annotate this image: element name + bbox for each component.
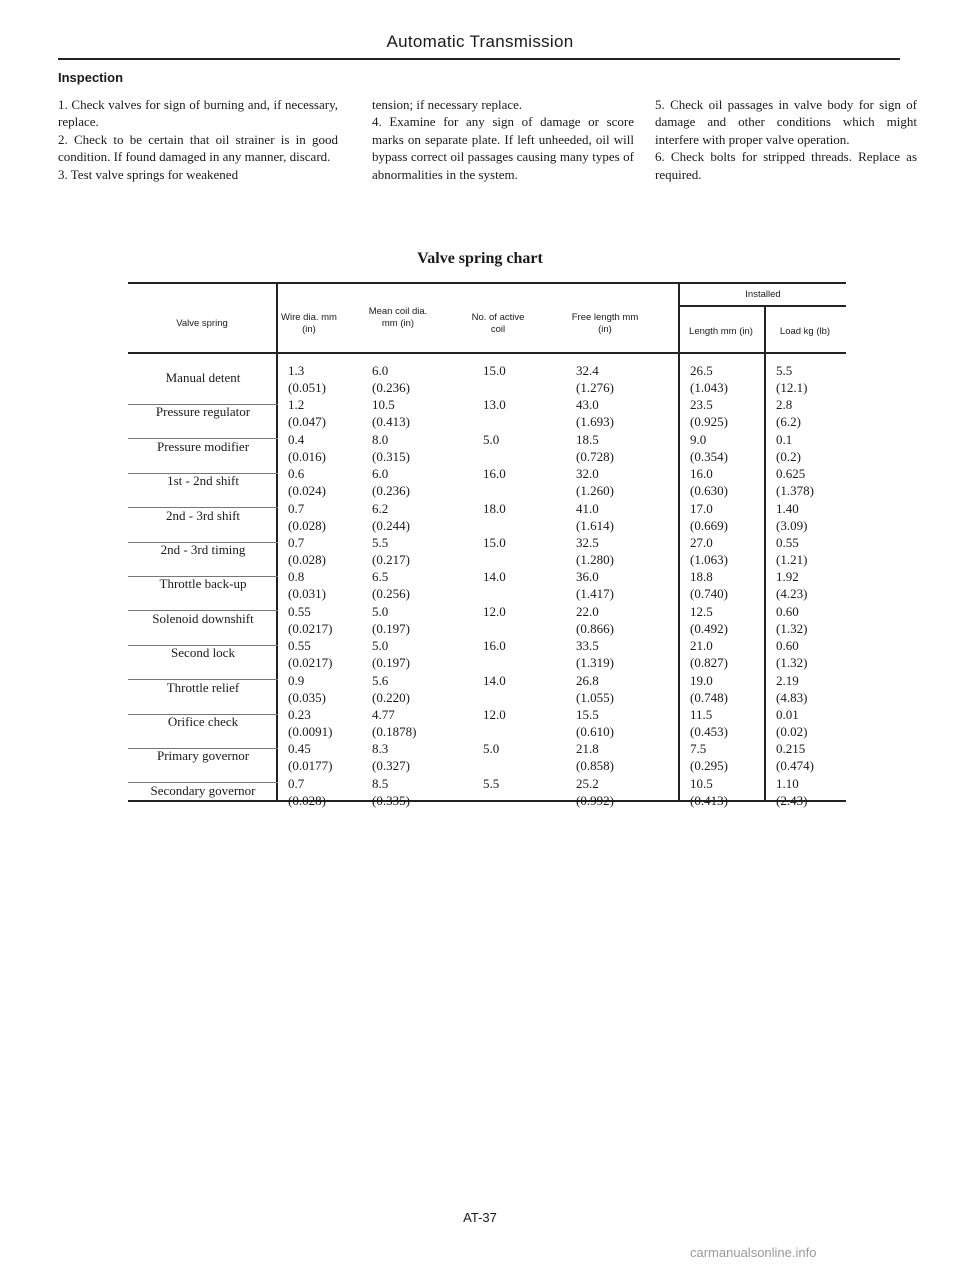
cell-installed-load-imperial: (0.474) — [776, 758, 814, 774]
cell-active-coil-value: 5.0 — [483, 431, 500, 447]
cell-installed-load-imperial: (3.09) — [776, 517, 808, 533]
cell-mean-coil-dia — [372, 500, 410, 534]
cell-installed-load — [776, 637, 807, 671]
cell-installed-length-metric: 23.5 — [690, 397, 713, 413]
cell-free-length-metric: 41.0 — [576, 500, 599, 516]
cell-free-length — [576, 431, 614, 465]
cell-installed-length-metric: 11.5 — [690, 707, 713, 722]
cell-installed-load — [776, 500, 807, 534]
cell-active-coil-value: 14.0 — [483, 569, 506, 585]
paragraph: 2. Check to be certain that oil strainer is in good condition. If found damaged in any manner, discard. — [58, 131, 338, 165]
text-column-2 — [372, 96, 634, 183]
cell-active-coil-value: 13.0 — [483, 397, 506, 413]
cell-free-length-metric: 26.8 — [576, 672, 599, 688]
cell-installed-length — [690, 396, 728, 430]
cell-installed-length-metric: 19.0 — [690, 672, 713, 688]
cell-wire-dia-metric: 1.3 — [288, 363, 305, 378]
cell-installed-length-metric: 7.5 — [690, 741, 707, 757]
column-divider — [678, 282, 680, 802]
cell-wire-dia-imperial: (0.0217) — [288, 655, 333, 671]
cell-wire-dia-metric: 0.45 — [288, 741, 311, 757]
cell-wire-dia — [288, 465, 326, 499]
cell-installed-load-imperial: (1.21) — [776, 552, 808, 567]
cell-mean-coil-dia-metric: 6.2 — [372, 500, 389, 516]
cell-free-length — [576, 396, 614, 430]
cell-installed-load-imperial: (4.83) — [776, 689, 808, 705]
cell-mean-coil-dia-metric: 5.0 — [372, 603, 389, 619]
row-label: Primary governor — [156, 748, 250, 764]
cell-installed-load-imperial: (2.43) — [776, 792, 808, 808]
cell-active-coil — [483, 396, 506, 413]
cell-free-length-metric: 21.8 — [576, 741, 599, 757]
cell-installed-load-metric: 1.10 — [776, 775, 799, 791]
cell-installed-load-metric: 0.625 — [776, 466, 806, 482]
cell-wire-dia-metric: 0.23 — [288, 707, 311, 722]
header-installed: Installed — [745, 289, 781, 300]
cell-wire-dia-metric: 0.55 — [288, 638, 311, 654]
cell-active-coil-value: 15.0 — [483, 535, 506, 550]
cell-free-length-imperial: (1.417) — [576, 586, 614, 602]
cell-free-length — [576, 637, 614, 671]
cell-wire-dia-imperial: (0.047) — [288, 414, 326, 430]
cell-wire-dia-metric: 0.7 — [288, 535, 305, 550]
cell-installed-length — [690, 603, 728, 637]
cell-installed-length-imperial: (0.413) — [690, 792, 728, 808]
cell-installed-load — [776, 396, 801, 430]
cell-installed-length — [690, 637, 728, 671]
cell-mean-coil-dia-imperial: (0.236) — [372, 483, 410, 499]
cell-free-length-imperial: (1.260) — [576, 483, 614, 499]
watermark: carmanualsonline.info — [690, 1245, 817, 1260]
text-column-1 — [58, 96, 338, 183]
cell-free-length-imperial: (1.280) — [576, 552, 614, 567]
cell-wire-dia — [288, 534, 326, 568]
cell-installed-length-metric: 12.5 — [690, 603, 713, 619]
cell-free-length-imperial: (0.992) — [576, 792, 614, 808]
cell-installed-length-imperial: (0.354) — [690, 448, 728, 464]
cell-active-coil — [483, 775, 499, 792]
row-label: Manual detent — [165, 370, 241, 385]
cell-wire-dia-metric: 0.4 — [288, 431, 305, 447]
cell-installed-length — [690, 672, 728, 706]
chart-title: Valve spring chart — [417, 250, 543, 267]
cell-free-length-metric: 18.5 — [576, 431, 599, 447]
cell-mean-coil-dia-imperial: (0.327) — [372, 758, 410, 774]
cell-mean-coil-dia-imperial: (0.236) — [372, 380, 410, 395]
cell-wire-dia — [288, 396, 326, 430]
cell-wire-dia-metric: 0.7 — [288, 500, 305, 516]
cell-free-length-imperial: (0.728) — [576, 448, 614, 464]
cell-active-coil — [483, 672, 506, 689]
header-mean-coil-dia: Mean coil dia. mm (in) — [368, 306, 428, 329]
cell-mean-coil-dia-metric: 5.6 — [372, 672, 389, 688]
cell-wire-dia — [288, 362, 326, 396]
cell-installed-load-metric: 1.40 — [776, 500, 799, 516]
cell-installed-length-imperial: (1.063) — [690, 552, 728, 567]
cell-active-coil — [483, 431, 499, 448]
cell-mean-coil-dia-metric: 5.5 — [372, 535, 389, 550]
cell-free-length-metric: 36.0 — [576, 569, 599, 585]
cell-installed-load — [776, 534, 807, 568]
cell-installed-length-imperial: (0.740) — [690, 586, 728, 602]
cell-free-length — [576, 603, 614, 637]
cell-active-coil — [483, 534, 506, 551]
cell-installed-length — [690, 568, 728, 602]
cell-free-length-imperial: (1.693) — [576, 414, 614, 430]
cell-mean-coil-dia — [372, 396, 410, 430]
cell-installed-length-metric: 18.8 — [690, 569, 713, 585]
cell-active-coil-value: 12.0 — [483, 707, 506, 722]
cell-installed-load-imperial: (1.378) — [776, 483, 814, 499]
cell-installed-length-imperial: (0.295) — [690, 758, 728, 774]
cell-mean-coil-dia-metric: 8.0 — [372, 431, 389, 447]
cell-active-coil-value: 16.0 — [483, 638, 506, 654]
cell-wire-dia-imperial: (0.051) — [288, 380, 326, 395]
row-label: 1st - 2nd shift — [167, 473, 239, 489]
cell-installed-load — [776, 362, 807, 396]
cell-mean-coil-dia-metric: 6.0 — [372, 363, 389, 378]
cell-installed-length — [690, 740, 728, 774]
text-column-3 — [655, 96, 917, 183]
cell-free-length-metric: 43.0 — [576, 397, 599, 413]
cell-wire-dia-imperial: (0.0217) — [288, 620, 333, 636]
cell-active-coil — [483, 637, 506, 654]
cell-installed-load — [776, 775, 807, 809]
cell-installed-length-metric: 27.0 — [690, 535, 713, 550]
row-label: 2nd - 3rd timing — [160, 542, 246, 557]
cell-wire-dia — [288, 672, 326, 706]
cell-wire-dia — [288, 431, 326, 465]
cell-active-coil-value: 18.0 — [483, 500, 506, 516]
cell-mean-coil-dia-metric: 10.5 — [372, 397, 395, 413]
cell-free-length-imperial: (1.319) — [576, 655, 614, 671]
cell-mean-coil-dia-imperial: (0.335) — [372, 792, 410, 808]
cell-free-length-metric: 32.0 — [576, 466, 599, 482]
cell-installed-load-metric: 0.60 — [776, 638, 799, 654]
cell-installed-load — [776, 740, 814, 774]
cell-free-length-metric: 22.0 — [576, 603, 599, 619]
cell-free-length — [576, 465, 614, 499]
cell-installed-load-imperial: (4.23) — [776, 586, 808, 602]
cell-free-length — [576, 500, 614, 534]
cell-free-length-metric: 15.5 — [576, 707, 599, 722]
cell-free-length-imperial: (1.055) — [576, 689, 614, 705]
row-label: Second lock — [171, 645, 235, 661]
cell-installed-length-imperial: (0.925) — [690, 414, 728, 430]
column-divider — [764, 305, 766, 802]
cell-installed-length-metric: 16.0 — [690, 466, 713, 482]
cell-installed-load-metric: 0.01 — [776, 707, 799, 722]
header-load: Load kg (lb) — [779, 326, 831, 337]
cell-installed-length — [690, 775, 728, 809]
cell-active-coil-value: 16.0 — [483, 466, 506, 482]
cell-installed-length-imperial: (0.669) — [690, 517, 728, 533]
table-top-rule — [128, 282, 846, 284]
cell-installed-load-metric: 0.60 — [776, 603, 799, 619]
cell-free-length — [576, 534, 614, 568]
header-active-coil: No. of active coil — [471, 312, 525, 335]
cell-mean-coil-dia-imperial: (0.217) — [372, 552, 410, 567]
cell-wire-dia — [288, 775, 326, 809]
cell-mean-coil-dia — [372, 775, 410, 809]
section-heading: Inspection — [58, 70, 124, 85]
cell-free-length-imperial: (1.614) — [576, 517, 614, 533]
paragraph: 1. Check valves for sign of burning and, if necessary, replace. — [58, 97, 338, 130]
cell-installed-length-imperial: (0.827) — [690, 655, 728, 671]
cell-mean-coil-dia-imperial: (0.244) — [372, 517, 410, 533]
cell-installed-load — [776, 603, 807, 637]
cell-free-length-imperial: (1.276) — [576, 380, 614, 395]
header-rule — [58, 58, 900, 60]
paragraph: 3. Test valve springs for weakened — [58, 166, 239, 182]
cell-active-coil — [483, 362, 506, 379]
cell-wire-dia-imperial: (0.0091) — [288, 724, 333, 739]
paragraph: 6. Check bolts for stripped threads. Replace as required. — [655, 149, 917, 182]
cell-installed-length — [690, 534, 728, 568]
cell-free-length-metric: 25.2 — [576, 775, 599, 791]
installed-subheader-rule — [678, 305, 846, 307]
cell-mean-coil-dia-imperial: (0.256) — [372, 586, 410, 602]
cell-wire-dia-metric: 0.6 — [288, 466, 305, 482]
cell-wire-dia — [288, 568, 326, 602]
cell-wire-dia-metric: 1.2 — [288, 397, 305, 413]
cell-wire-dia-imperial: (0.0177) — [288, 758, 333, 774]
cell-mean-coil-dia-imperial: (0.197) — [372, 620, 410, 636]
row-label: Pressure modifier — [156, 438, 250, 454]
cell-wire-dia-imperial: (0.028) — [288, 552, 326, 567]
cell-mean-coil-dia-metric: 8.5 — [372, 775, 389, 791]
cell-mean-coil-dia-imperial: (0.220) — [372, 689, 410, 705]
row-label: Secondary governor — [150, 782, 256, 798]
cell-mean-coil-dia-imperial: (0.413) — [372, 414, 410, 430]
valve-spring-table — [128, 282, 846, 808]
cell-installed-load-metric: 1.92 — [776, 569, 799, 585]
cell-free-length — [576, 672, 614, 706]
cell-active-coil — [483, 740, 499, 757]
cell-installed-length-metric: 10.5 — [690, 775, 713, 791]
cell-wire-dia-imperial: (0.028) — [288, 792, 326, 808]
cell-installed-load-metric: 0.55 — [776, 535, 799, 550]
header-wire-dia: Wire dia. mm (in) — [281, 312, 337, 335]
cell-installed-load-imperial: (12.1) — [776, 380, 808, 395]
header-length: Length mm (in) — [689, 326, 753, 337]
cell-installed-length-imperial: (0.630) — [690, 483, 728, 499]
cell-free-length-imperial: (0.610) — [576, 724, 614, 739]
cell-installed-load — [776, 568, 807, 602]
cell-mean-coil-dia — [372, 465, 410, 499]
cell-wire-dia-imperial: (0.031) — [288, 586, 326, 602]
cell-mean-coil-dia-metric: 5.0 — [372, 638, 389, 654]
cell-installed-load-imperial: (6.2) — [776, 414, 801, 430]
cell-mean-coil-dia — [372, 362, 410, 396]
cell-wire-dia-metric: 0.9 — [288, 672, 305, 688]
table-bottom-rule — [128, 800, 846, 802]
cell-installed-load-metric: 2.19 — [776, 672, 799, 688]
cell-free-length-metric: 33.5 — [576, 638, 599, 654]
cell-wire-dia — [288, 500, 326, 534]
cell-mean-coil-dia — [372, 706, 416, 740]
cell-wire-dia-imperial: (0.024) — [288, 483, 326, 499]
cell-installed-length-metric: 17.0 — [690, 500, 713, 516]
cell-wire-dia-metric: 0.8 — [288, 569, 305, 585]
page-number: AT-37 — [463, 1210, 497, 1225]
cell-installed-load-imperial: (1.32) — [776, 620, 808, 636]
cell-mean-coil-dia — [372, 534, 410, 568]
cell-free-length — [576, 362, 614, 396]
cell-active-coil-value: 14.0 — [483, 672, 506, 688]
cell-mean-coil-dia-metric: 6.0 — [372, 466, 389, 482]
row-label: 2nd - 3rd shift — [165, 507, 241, 523]
paragraph: tension; if necessary replace. — [372, 97, 523, 112]
cell-installed-load-metric: 2.8 — [776, 397, 793, 413]
page-header-title: Automatic Transmission — [386, 32, 574, 51]
cell-mean-coil-dia-metric: 8.3 — [372, 741, 389, 757]
row-label: Solenoid downshift — [152, 610, 254, 626]
cell-wire-dia-metric: 0.7 — [288, 775, 305, 791]
cell-active-coil-value: 15.0 — [483, 363, 506, 378]
cell-installed-load-imperial: (0.2) — [776, 448, 801, 464]
header-valve-spring: Valve spring — [176, 318, 228, 329]
cell-mean-coil-dia — [372, 568, 410, 602]
cell-installed-length-imperial: (0.492) — [690, 620, 728, 636]
cell-active-coil — [483, 706, 506, 723]
cell-mean-coil-dia — [372, 603, 410, 637]
cell-installed-length-metric: 9.0 — [690, 431, 707, 447]
cell-free-length — [576, 740, 614, 774]
cell-wire-dia — [288, 740, 332, 774]
cell-mean-coil-dia-imperial: (0.315) — [372, 448, 410, 464]
cell-mean-coil-dia-imperial: (0.197) — [372, 655, 410, 671]
cell-installed-length-imperial: (0.748) — [690, 689, 728, 705]
cell-installed-length — [690, 465, 728, 499]
cell-active-coil — [483, 603, 506, 620]
cell-wire-dia — [288, 706, 332, 740]
cell-active-coil — [483, 500, 506, 517]
row-label: Throttle back-up — [159, 576, 247, 592]
cell-installed-load — [776, 672, 807, 706]
cell-wire-dia-imperial: (0.035) — [288, 689, 326, 705]
cell-free-length-metric: 32.4 — [576, 363, 599, 378]
cell-mean-coil-dia-metric: 4.77 — [372, 707, 395, 722]
cell-mean-coil-dia — [372, 740, 410, 774]
cell-mean-coil-dia — [372, 672, 410, 706]
cell-wire-dia-metric: 0.55 — [288, 603, 311, 619]
cell-free-length — [576, 775, 614, 809]
header-free-length: Free length mm (in) — [571, 312, 639, 335]
cell-installed-length — [690, 362, 728, 396]
cell-free-length-imperial: (0.858) — [576, 758, 614, 774]
cell-installed-length — [690, 706, 728, 740]
cell-installed-load — [776, 706, 807, 740]
cell-free-length-imperial: (0.866) — [576, 620, 614, 636]
cell-installed-length — [690, 500, 728, 534]
cell-wire-dia-imperial: (0.016) — [288, 448, 326, 464]
cell-free-length — [576, 706, 614, 740]
cell-installed-load-metric: 0.1 — [776, 431, 793, 447]
cell-active-coil — [483, 465, 506, 482]
cell-mean-coil-dia — [372, 431, 410, 465]
row-label: Orifice check — [167, 714, 239, 729]
cell-installed-length-imperial: (1.043) — [690, 380, 728, 395]
cell-installed-load-imperial: (0.02) — [776, 724, 808, 739]
cell-free-length-metric: 32.5 — [576, 535, 599, 550]
paragraph: 4. Examine for any sign of damage or score marks on separate plate. If left unheeded, oil will bypass correct oil passages causing many types of abnormalities in the system. — [372, 114, 634, 182]
cell-installed-load — [776, 465, 814, 499]
cell-installed-length-metric: 26.5 — [690, 363, 713, 378]
header-bottom-rule — [128, 352, 846, 354]
cell-installed-load-imperial: (1.32) — [776, 655, 808, 671]
cell-installed-length-imperial: (0.453) — [690, 724, 728, 739]
cell-active-coil-value: 5.5 — [483, 775, 500, 791]
cell-installed-load — [776, 431, 801, 465]
cell-installed-length-metric: 21.0 — [690, 638, 713, 654]
cell-wire-dia — [288, 637, 332, 671]
cell-mean-coil-dia-imperial: (0.1878) — [372, 724, 417, 739]
cell-active-coil — [483, 568, 506, 585]
cell-installed-load-metric: 5.5 — [776, 363, 793, 378]
cell-installed-length — [690, 431, 728, 465]
cell-wire-dia — [288, 603, 332, 637]
cell-installed-load-metric: 0.215 — [776, 741, 806, 757]
cell-active-coil-value: 12.0 — [483, 603, 506, 619]
cell-mean-coil-dia-metric: 6.5 — [372, 569, 389, 585]
cell-free-length — [576, 568, 614, 602]
cell-mean-coil-dia — [372, 637, 410, 671]
row-label: Throttle relief — [166, 679, 240, 695]
row-label: Pressure regulator — [155, 404, 251, 420]
paragraph: 5. Check oil passages in valve body for sign of damage and other conditions which might interfere with proper valve operation. — [655, 97, 917, 147]
cell-active-coil-value: 5.0 — [483, 741, 500, 757]
cell-wire-dia-imperial: (0.028) — [288, 517, 326, 533]
